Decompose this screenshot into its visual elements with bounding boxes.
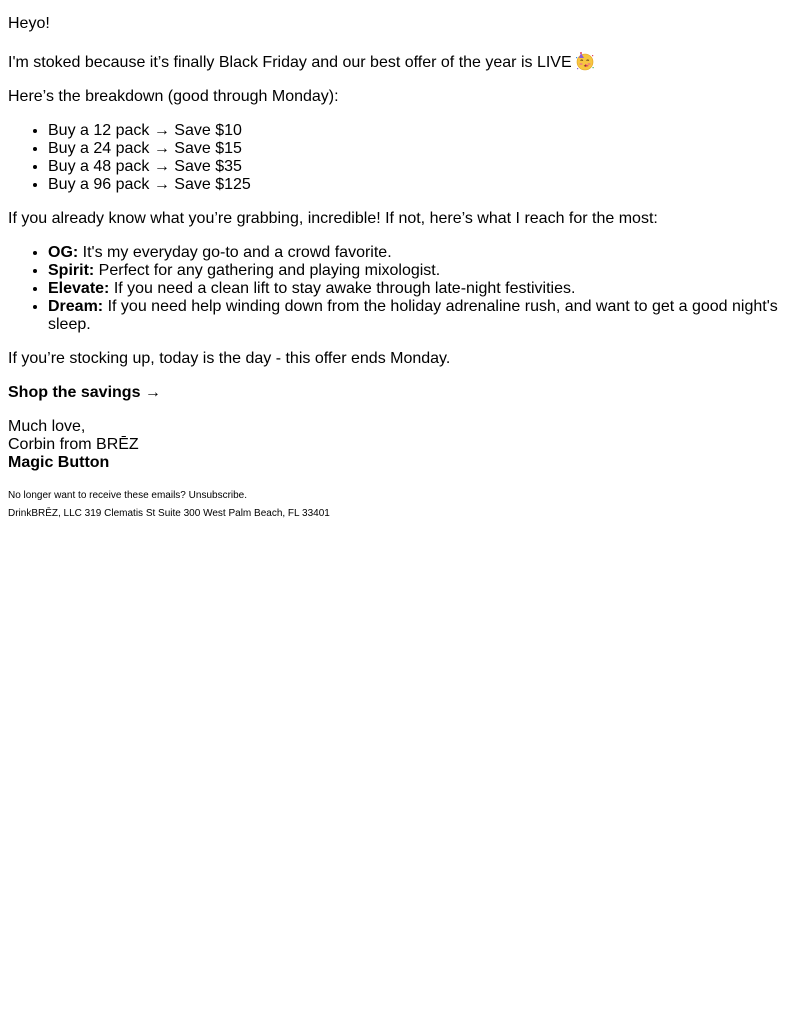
product-item-og: [48, 244, 792, 262]
intro-text: I'm stoked because it’s finally Black Friday and our best offer of the year is LIVE: [8, 54, 572, 71]
product-desc: Perfect for any gathering and playing mixologist.: [94, 262, 441, 279]
product-name: OG:: [48, 244, 79, 261]
partying-face-icon: [575, 51, 595, 71]
offer-item: • Buy a 24 pack → Save $15: [48, 140, 792, 158]
offer-item: • Buy a 12 pack → Save $10: [48, 122, 792, 140]
breakdown-lead: Here’s the breakdown (good through Monday):: [8, 88, 339, 105]
closing-paragraph: If you’re stocking up, today is the day - this offer ends Monday.: [8, 350, 451, 367]
product-item-spirit: [48, 262, 792, 280]
magic-button-label: Magic Button: [8, 454, 110, 471]
product-list: [8, 244, 792, 334]
product-item-elevate: [48, 280, 792, 298]
signoff-line: Much love,: [8, 418, 86, 435]
recommend-lead: If you already know what you’re grabbing, incredible! If not, here’s what I reach for the most:: [8, 210, 658, 227]
product-item-dream: [48, 298, 792, 334]
company-address: DrinkBRĒZ, LLC 319 Clematis St Suite 300 West Palm Beach, FL 33401: [8, 508, 330, 519]
unsubscribe-period: .: [244, 490, 248, 501]
greeting: Heyo!: [8, 15, 50, 32]
intro-paragraph: [8, 51, 792, 72]
product-name: Dream:: [48, 298, 104, 315]
offer-item: • Buy a 48 pack → Save $35: [48, 158, 792, 176]
sender-name: Corbin from BRĒZ: [8, 436, 139, 453]
unsubscribe-link[interactable]: Unsubscribe: [188, 490, 245, 501]
product-desc: If you need a clean lift to stay awake through late-night festivities.: [109, 280, 576, 297]
product-desc: It's my everyday go-to and a crowd favorite.: [78, 244, 392, 261]
product-desc: If you need help winding down from the holiday adrenaline rush, and want to get a good night's sleep.: [48, 298, 778, 333]
unsubscribe-line: [8, 490, 792, 502]
signoff: [8, 418, 792, 472]
unsubscribe-prompt: No longer want to receive these emails?: [8, 490, 189, 501]
cta-paragraph: [8, 384, 792, 402]
offer-list: [8, 122, 792, 194]
product-name: Spirit:: [48, 262, 95, 279]
product-name: Elevate:: [48, 280, 110, 297]
email-footer: [8, 490, 792, 520]
offer-item: • Buy a 96 pack → Save $125: [48, 176, 792, 194]
shop-the-savings-link[interactable]: Shop the savings →: [8, 384, 161, 401]
